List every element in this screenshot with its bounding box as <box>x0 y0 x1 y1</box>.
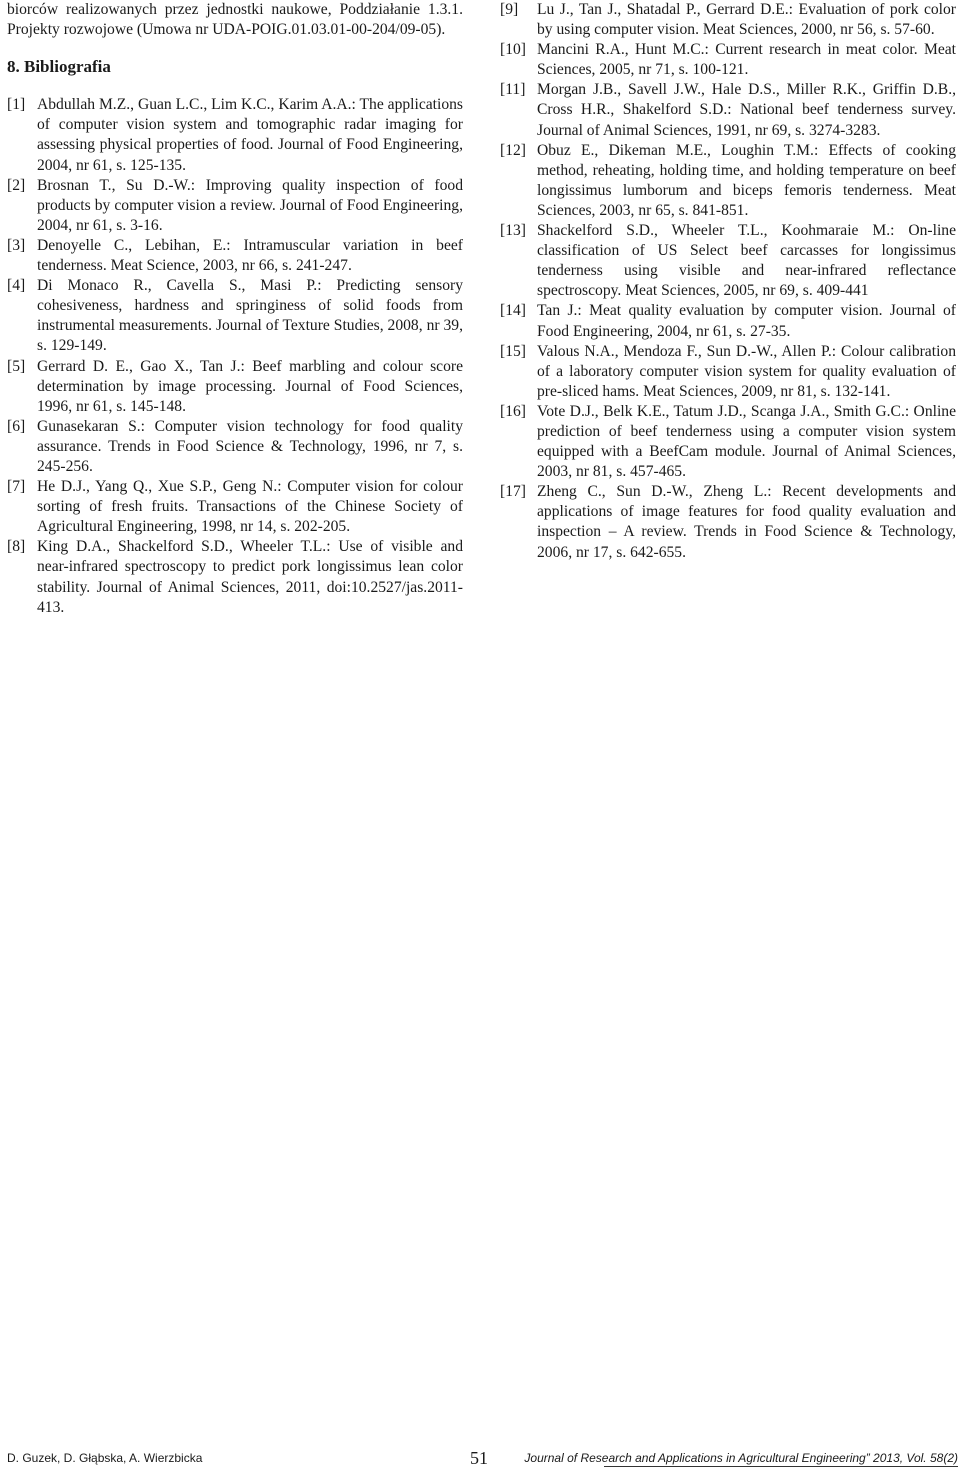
reference-text: Shackelford S.D., Wheeler T.L., Koohmaraie M.: On-line classification of US Select beef carcasses for longissimus tenderness using visible and near-infrared reflectance spectroscopy. Meat Sciences, 2005, nr 69, s. 409-441 <box>537 222 956 300</box>
reference-item <box>500 482 956 562</box>
reference-item <box>500 80 956 140</box>
footer-journal: Journal of Research and Applications in Agricultural Engineering” 2013, Vol. 58(2) <box>524 1451 958 1465</box>
left-column <box>7 0 463 618</box>
reference-number: [4] <box>7 277 26 295</box>
reference-text: Valous N.A., Mendoza F., Sun D.-W., Allen P.: Colour calibration of a laboratory computer vision system for quality evaluation of pre-sliced hams. Meat Sciences, 2009, nr 81, s. 132-141. <box>537 342 956 400</box>
reference-item <box>7 276 463 356</box>
reference-number: [13] <box>500 222 526 240</box>
reference-item <box>7 477 463 537</box>
reference-number: [5] <box>7 357 26 375</box>
reference-number: [3] <box>7 236 26 254</box>
reference-number: [7] <box>7 478 26 496</box>
page-number: 51 <box>470 1448 488 1468</box>
reference-number: [15] <box>500 342 526 360</box>
reference-text: Gunasekaran S.: Computer vision technology for food quality assurance. Trends in Food Science & Technology, 1996, nr 7, s. 245-256. <box>37 417 463 475</box>
reference-text: Gerrard D. E., Gao X., Tan J.: Beef marbling and colour score determination by image processing. Journal of Food Sciences, 1996, nr 61, s. 145-148. <box>37 357 463 415</box>
reference-number: [1] <box>7 96 26 114</box>
reference-number: [9] <box>500 1 519 18</box>
reference-text: Mancini R.A., Hunt M.C.: Current research in meat color. Meat Sciences, 2005, nr 71, s. 100-121. <box>537 41 956 79</box>
reference-item <box>7 537 463 617</box>
references-list-right <box>500 0 956 563</box>
reference-number: [14] <box>500 302 526 320</box>
reference-number: [11] <box>500 81 526 99</box>
reference-text: Morgan J.B., Savell J.W., Hale D.S., Miller R.K., Griffin D.B., Cross H.R., Shakelford S.D.: National beef tenderness survey. Journal of Animal Sciences, 1991, nr 69, s. 3274-3283. <box>537 81 956 139</box>
reference-item <box>500 342 956 402</box>
reference-item <box>7 236 463 276</box>
reference-item <box>500 40 956 80</box>
reference-number: [17] <box>500 483 526 501</box>
reference-text: Abdullah M.Z., Guan L.C., Lim K.C., Karim A.A.: The applications of computer vision system and tomographic radar imaging for assessing physical properties of food. Journal of Food Engineering, 2004, nr 61, s. 125-135. <box>37 96 463 174</box>
page-footer <box>0 1438 960 1473</box>
reference-item <box>500 221 956 301</box>
reference-number: [12] <box>500 141 526 159</box>
reference-number: [6] <box>7 417 26 435</box>
reference-text: Tan J.: Meat quality evaluation by computer vision. Journal of Food Engineering, 2004, nr 61, s. 27-35. <box>537 302 956 340</box>
right-column <box>500 0 956 563</box>
reference-text: Zheng C., Sun D.-W., Zheng L.: Recent developments and applications of image features for food quality evaluation and inspection – A review. Trends in Food Science & Technology, 2006, nr 17, s. 642-655. <box>537 483 956 561</box>
reference-item <box>500 141 956 221</box>
reference-text: King D.A., Shackelford S.D., Wheeler T.L.: Use of visible and near-infrared spectroscopy to predict pork longissimus lean color stability. Journal of Animal Sciences, 2011, doi:10.2527/jas.2011-413. <box>37 538 463 616</box>
reference-text: Obuz E., Dikeman M.E., Loughin T.M.: Effects of cooking method, reheating, holding time, and holding temperature on beef longissimus lumborum and biceps femoris tenderness. Meat Sciences, 2003, nr 65, s. 841-851. <box>537 141 956 219</box>
section-heading: 8. Bibliografia <box>7 57 111 77</box>
reference-item <box>500 402 956 482</box>
reference-number: [10] <box>500 41 526 59</box>
footer-rule <box>604 1466 958 1467</box>
references-list-left <box>7 95 463 617</box>
reference-text: Vote D.J., Belk K.E., Tatum J.D., Scanga J.A., Smith G.C.: Online prediction of beef tenderness using a computer vision system equipped with a BeefCam module. Journal of Animal Sciences, 2003, nr 81, s. 457-465. <box>537 402 956 481</box>
reference-item <box>500 301 956 341</box>
reference-item <box>7 417 463 477</box>
reference-number: [2] <box>7 176 26 194</box>
reference-text: He D.J., Yang Q., Xue S.P., Geng N.: Computer vision for colour sorting of fresh fruits. Transactions of the Chinese Society of Agricultural Engineering, 1998, nr 14, s. 202-205. <box>37 478 463 536</box>
reference-item <box>7 357 463 417</box>
reference-text: Lu J., Tan J., Shatadal P., Gerrard D.E.: Evaluation of pork color by using computer vision. Meat Sciences, 2000, nr 56, s. 57-60. <box>537 1 956 39</box>
reference-text: Di Monaco R., Cavella S., Masi P.: Predicting sensory cohesiveness, hardness and springiness of solid foods from instrumental measurements. Journal of Texture Studies, 2008, nr 39, s. 129-149. <box>37 277 463 355</box>
reference-number: [8] <box>7 538 26 556</box>
reference-item <box>7 176 463 236</box>
reference-item <box>7 95 463 175</box>
reference-text: Brosnan T., Su D.-W.: Improving quality inspection of food products by computer vision a review. Journal of Food Engineering, 2004, nr 61, s. 3-16. <box>37 176 463 234</box>
reference-item <box>500 0 956 40</box>
reference-text: Denoyelle C., Lebihan, E.: Intramuscular variation in beef tenderness. Meat Science, 2003, nr 66, s. 241-247. <box>37 236 463 275</box>
reference-number: [16] <box>500 402 526 420</box>
intro-paragraph: biorców realizowanych przez jednostki naukowe, Poddziałanie 1.3.1. Projekty rozwojowe (Umowa nr UDA-POIG.01.03.01-00-204/09-05). <box>7 1 463 39</box>
footer-authors: D. Guzek, D. Głąbska, A. Wierzbicka <box>7 1451 203 1465</box>
